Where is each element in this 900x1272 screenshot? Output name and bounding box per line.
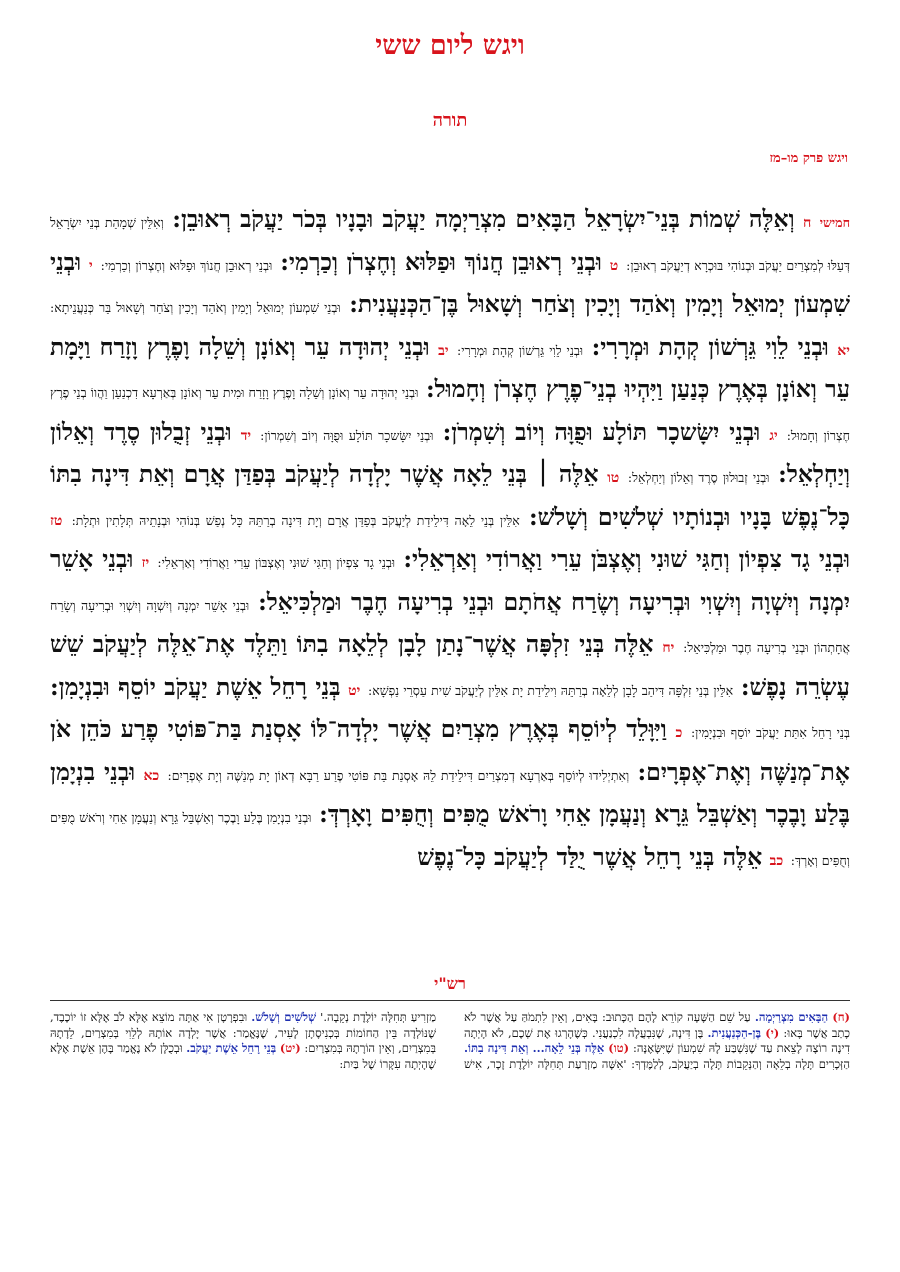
- verse-targum: וּבְנֵי בִנְיָמִן בֶּלַע וָבֶכֶר וְאַשְׁבֵּל גֵּרָא וְנַעֲמָן אֵחִי וְרֹאשׁ מֻפִּים וְחֻפִּים וְאָרְדְּ:: [50, 810, 850, 868]
- page-title: ויגש ליום ששי: [375, 30, 525, 61]
- verse-targum: וּבְנֵי לֵוִי גֵּרְשׁוֹן קְהָת וּמְרָרִי:: [457, 342, 584, 358]
- verse-number: טז: [50, 512, 63, 529]
- verse-hebrew: וּבְנֵי יִשָּׂשכָר תּוֹלָע וּפֻוָּה וְיוֹב וְשִׁמְרֹן:: [442, 417, 761, 446]
- section-title: תורה: [432, 110, 468, 131]
- verse-number: י: [89, 257, 93, 274]
- verse-number: יט: [348, 682, 361, 699]
- verse-targum: וּבְנֵי אָשֵׁר יִמְנָה וְיִשְׁוָה וְיִשְׁוִי וּבְרִיעָה וְשָׂרַח אֲחָתְהוֹן וּבְנֵי בְרִיעָה חֶבֶר וּמַלְכִּיאֵל:: [50, 597, 850, 655]
- rashi-text: הַזְּכָרִים תָּלָה בְלֵאָה וְהַנְּקֵבוֹת תָּלָה בְיַעֲקֹב, לְלַמֶּדְךָ: 'אִשָּׁה מַזְרַעַת תְּחִלָּה יוֹלֶדֶת זָכָר, אִישׁ מַזְרִיעַ תְּחִלָּה יוֹלֶדֶת נְקֵבָה.': [320, 1010, 850, 1071]
- verse-targum: אִלֵּין בְּנֵי לֵאָה דִּילֵידַת לְיַעֲקֹב בְּפַדַּן אֲרָם וְיָת דִּינָה בְרַתֵּהּ כָּל נְפַשׁ בְּנוֹהִי וּבְנָתֵיהּ תְּלָתִין וּתְלָת:: [71, 512, 520, 528]
- verse-hebrew: אֵלֶּה בְּנֵי רָחֵל אֲשֶׁר יֻלַּד לְיַעֲקֹב כָּל־נֶפֶשׁ: [417, 842, 763, 871]
- verse-number: יא: [837, 342, 850, 359]
- verse-number: יד: [240, 427, 252, 444]
- rashi-verse-number: (ח): [832, 1010, 850, 1024]
- verse-number: ח: [803, 215, 812, 231]
- verse-number: יח: [662, 640, 675, 656]
- rashi-paragraph: [50, 1010, 850, 1072]
- verse-hebrew: וַיִּוָּלֵד לְיוֹסֵף בְּאֶרֶץ מִצְרַיִם אֲשֶׁר יָלְדָה־לּוֹ אָסְנַת בַּת־פּוֹטִי פֶרַע כֹּהֵן אֹן אֶת־מְנַשֶּׁה וְאֶת־אֶפְרָיִם:: [50, 715, 850, 786]
- rashi-heading: שְׁלֹשִׁים וְשָׁלֹשׁ.: [251, 1010, 317, 1024]
- rashi-text: וּבְכֻלָּן לֹא נֶאֱמַר בָּהֶן אֵשֶׁת אֶלָּא שֶׁהָיְתָה עִקָּרוֹ שֶׁל בַּיִת:: [50, 1041, 436, 1071]
- verse-number: יג: [769, 427, 778, 444]
- verse-targum: וּבְנֵי גָד צִפְיוֹן וְחַגִּי שׁוּנִי וְאֶצְבּוֹן עֵרִי וַאֲרוֹדִי וְאַרְאֵלִי:: [157, 555, 396, 570]
- verse-targum: וְאִלֵּין שְׁמָהַת בְּנֵי יִשְׂרָאֵל דְּעַלּוּ לְמִצְרַיִם יַעֲקֹב וּבְנוֹהִי בּוּכְרָא דְיַעֲקֹב רְאוּבֵן:: [50, 215, 850, 273]
- verse-hebrew: אֵלֶּה בְּנֵי זִלְפָּה אֲשֶׁר־נָתַן לָבָן לְלֵאָה בִתּוֹ וַתֵּלֶד אֶת־אֵלֶּה לְיַעֲקֹב שֵׁשׁ עֶשְׂרֵה נָפֶשׁ:: [50, 630, 850, 701]
- verse-number: יז: [141, 555, 150, 571]
- verse-hebrew: וּבְנֵי זְבֻלוּן סֶרֶד וְאֵלוֹן וְיַחְלְאֵל:: [50, 417, 850, 488]
- verse-targum: וּבְנֵי יְהוּדָה עֵר וְאוֹנָן וְשֵׁלָה וָפֶרֶץ וָזָרַח וּמִית עֵר וְאוֹנָן בְּאַרְעָא דִכְנַעַן וַהֲווֹ בְנֵי פֶרֶץ חֶצְרוֹן וְחָמוּל:: [50, 385, 850, 443]
- verse-number: טו: [607, 470, 620, 486]
- verse-targum: וּבְנֵי זְבוּלוּן סֶרֶד וְאֵלוֹן וְיַחְלְאֵל:: [627, 470, 770, 485]
- rashi-verse-number: (יט): [279, 1041, 301, 1055]
- rashi-commentary: [50, 1010, 850, 1120]
- verse-hebrew: וּבְנֵי גָד צִפְיוֹן וְחַגִּי שׁוּנִי וְאֶצְבֹּן עֵרִי וַאֲרוֹדִי וְאַרְאֵלִי:: [403, 545, 850, 573]
- verse-hebrew: וּבְנֵי שִׁמְעוֹן יְמוּאֵל וְיָמִין וְאֹהַד וְיָכִין וְצֹחַר וְשָׁאוּל בֶּן־הַכְּנַעֲנִית:: [50, 247, 850, 318]
- verse-targum: וּבְנֵי רְאוּבֵן חֲנוֹךְ וּפַלּוּא וְחֶצְרוֹן וְכַרְמִי:: [100, 257, 273, 273]
- rashi-text: בֶּן דִּינָה, שֶׁנִּבְעֲלָה לִכְנַעֲנִי. כְּשֶׁהָרְגוּ אֶת שְׁכֶם, לֹא הָיְתָה דִינָה רוֹצָה לָצֵאת עַד שֶׁנִּשְׁבַּע לָהּ שִׁמְעוֹן שֶׁיִּשָּׂאֶנָּה:: [464, 1025, 850, 1055]
- chapter-reference: ויגש פרק מו–מז: [769, 151, 848, 166]
- verse-hebrew: וּבְנֵי יְהוּדָה עֵר וְאוֹנָן וְשֵׁלָה וָפֶרֶץ וָזָרַח וַיָּמָת עֵר וְאוֹנָן בְּאֶרֶץ כְּנַעַן וַיִּהְיוּ בְנֵי־פֶרֶץ חֶצְרֹן וְחָמוּל:: [50, 332, 850, 403]
- verse-targum: וּבְנֵי שִׁמְעוֹן יְמוּאֵל וְיָמִין וְאֹהַד וְיָכִין וְצֹחַר וְשָׁאוּל בַּר כְּנַעֲנֵיתָא:: [50, 300, 341, 315]
- verse-targum: אִלֵּין בְּנֵי זִלְפָּה דִּיהַב לָבָן לְלֵאָה בְרַתֵּהּ וִילֵידַת יָת אִלֵּין לְיַעֲקֹב שִׁית עַסְרֵי נַפְשָׁא:: [368, 682, 734, 698]
- verse-hebrew: וּבְנֵי בִנְיָמִן בֶּלַע וָבֶכֶר וְאַשְׁבֵּל גֵּרָא וְנַעֲמָן אֵחִי וָרֹאשׁ מֻפִּים וְחֻפִּים וָאָרְדְּ:: [50, 757, 850, 828]
- verse-hebrew: וּבְנֵי לֵוִי גֵּרְשׁוֹן קְהָת וּמְרָרִי:: [591, 332, 829, 361]
- verse-hebrew: בְּנֵי רָחֵל אֵשֶׁת יַעֲקֹב יוֹסֵף וּבִנְיָמִן:: [50, 672, 341, 701]
- aliyah-label: חמישי: [819, 215, 850, 230]
- verse-hebrew: וְאֵלֶּה שְׁמוֹת בְּנֵי־יִשְׂרָאֵל הַבָּאִים מִצְרַיְמָה יַעֲקֹב וּבָנָיו בְּכֹר יַעֲקֹב רְאוּבֵן:: [172, 205, 795, 233]
- verse-number: כב: [769, 852, 784, 869]
- verse-number: כ: [675, 725, 683, 741]
- rashi-heading: הַבָּאִים מִצְרַיְמָה.: [754, 1010, 829, 1024]
- verse-number: ט: [609, 257, 619, 274]
- verse-number: יב: [438, 342, 449, 359]
- rashi-heading: בְּנֵי רָחֵל אֵשֶׁת יַעֲקֹב.: [186, 1041, 277, 1055]
- rashi-heading: בֶּן-הַכְּנַעֲנִית.: [707, 1025, 762, 1040]
- rashi-divider: [50, 1000, 850, 1001]
- rashi-text: עַל שֵׁם הַשָּׁעָה קוֹרֵא לָהֶם הַכָּתוּב: בָּאִים, וְאֵין לִתְמֹהַּ עַל אֲשֶׁר לֹא כָתַב אֲשֶׁר בָּאוּ:: [464, 1010, 850, 1040]
- rashi-text: וּבִפְרָטָן אִי אַתָּה מוֹצֵא אֶלָּא לֹב אֶלָּא זוֹ יוֹכֶבֶד, שֶׁנּוֹלְדָה בֵּין הַחוֹמוֹת בְּכְנִיסָתָן לָעִיר, שֶׁנֶּאֱמַר: אֲשֶׁר יָלְדָה אוֹתָהּ לְלֵוִי בְּמִצְרַיִם, לֵדָתָהּ בְּמִצְרַיִם, וְאֵין הוֹרָתָהּ בְּמִצְרַיִם:: [50, 1010, 437, 1055]
- torah-paragraph: [50, 200, 850, 880]
- verse-hebrew: אֵלֶּה ׀ בְּנֵי לֵאָה אֲשֶׁר יָלְדָה לְיַעֲקֹב בְּפַדַּן אֲרָם וְאֵת דִּינָה בִתּוֹ כָּל־נֶפֶשׁ בָּנָיו וּבְנוֹתָיו שְׁלֹשִׁים וְשָׁלֹשׁ:: [50, 460, 850, 531]
- verse-targum: וְאִתְיְלִידוּ לְיוֹסֵף בְּאַרְעָא דְמִצְרַיִם דִּילֵידַת לֵהּ אָסְנַת בַּת פּוֹטִי פֶרַע רַבָּא דְאוֹן יָת מְנַשֶּׁה וְיָת אֶפְרָיִם:: [167, 767, 630, 783]
- rashi-verse-number: (טו): [608, 1041, 630, 1055]
- torah-text: [50, 200, 850, 970]
- verse-targum: וּבְנֵי יִשָּׂשכָר תּוֹלָע וּפֻוָּה וְיוֹב וְשִׁמְרוֹן:: [260, 427, 434, 443]
- verse-hebrew: וּבְנֵי אָשֵׁר יִמְנָה וְיִשְׁוָה וְיִשְׁוִי וּבְרִיעָה וְשֶׂרַח אֲחֹתָם וּבְנֵי בְרִיעָה חֶבֶר וּמַלְכִּיאֵל:: [50, 545, 850, 616]
- verse-hebrew: וּבְנֵי רְאוּבֵן חֲנוֹךְ וּפַלּוּא וְחֶצְרֹן וְכַרְמִי:: [280, 247, 602, 276]
- rashi-title: רש"י: [434, 974, 466, 993]
- verse-targum: בְּנֵי רָחֵל אִתַּת יַעֲקֹב יוֹסֵף וּבִנְיָמִין:: [690, 725, 850, 740]
- rashi-heading: אֵלֶּה בְּנֵי לֵאָה... וְאֵת דִּינָה בִתּוֹ.: [464, 1041, 605, 1055]
- rashi-verse-number: (י): [765, 1025, 780, 1040]
- verse-number: כא: [143, 767, 160, 784]
